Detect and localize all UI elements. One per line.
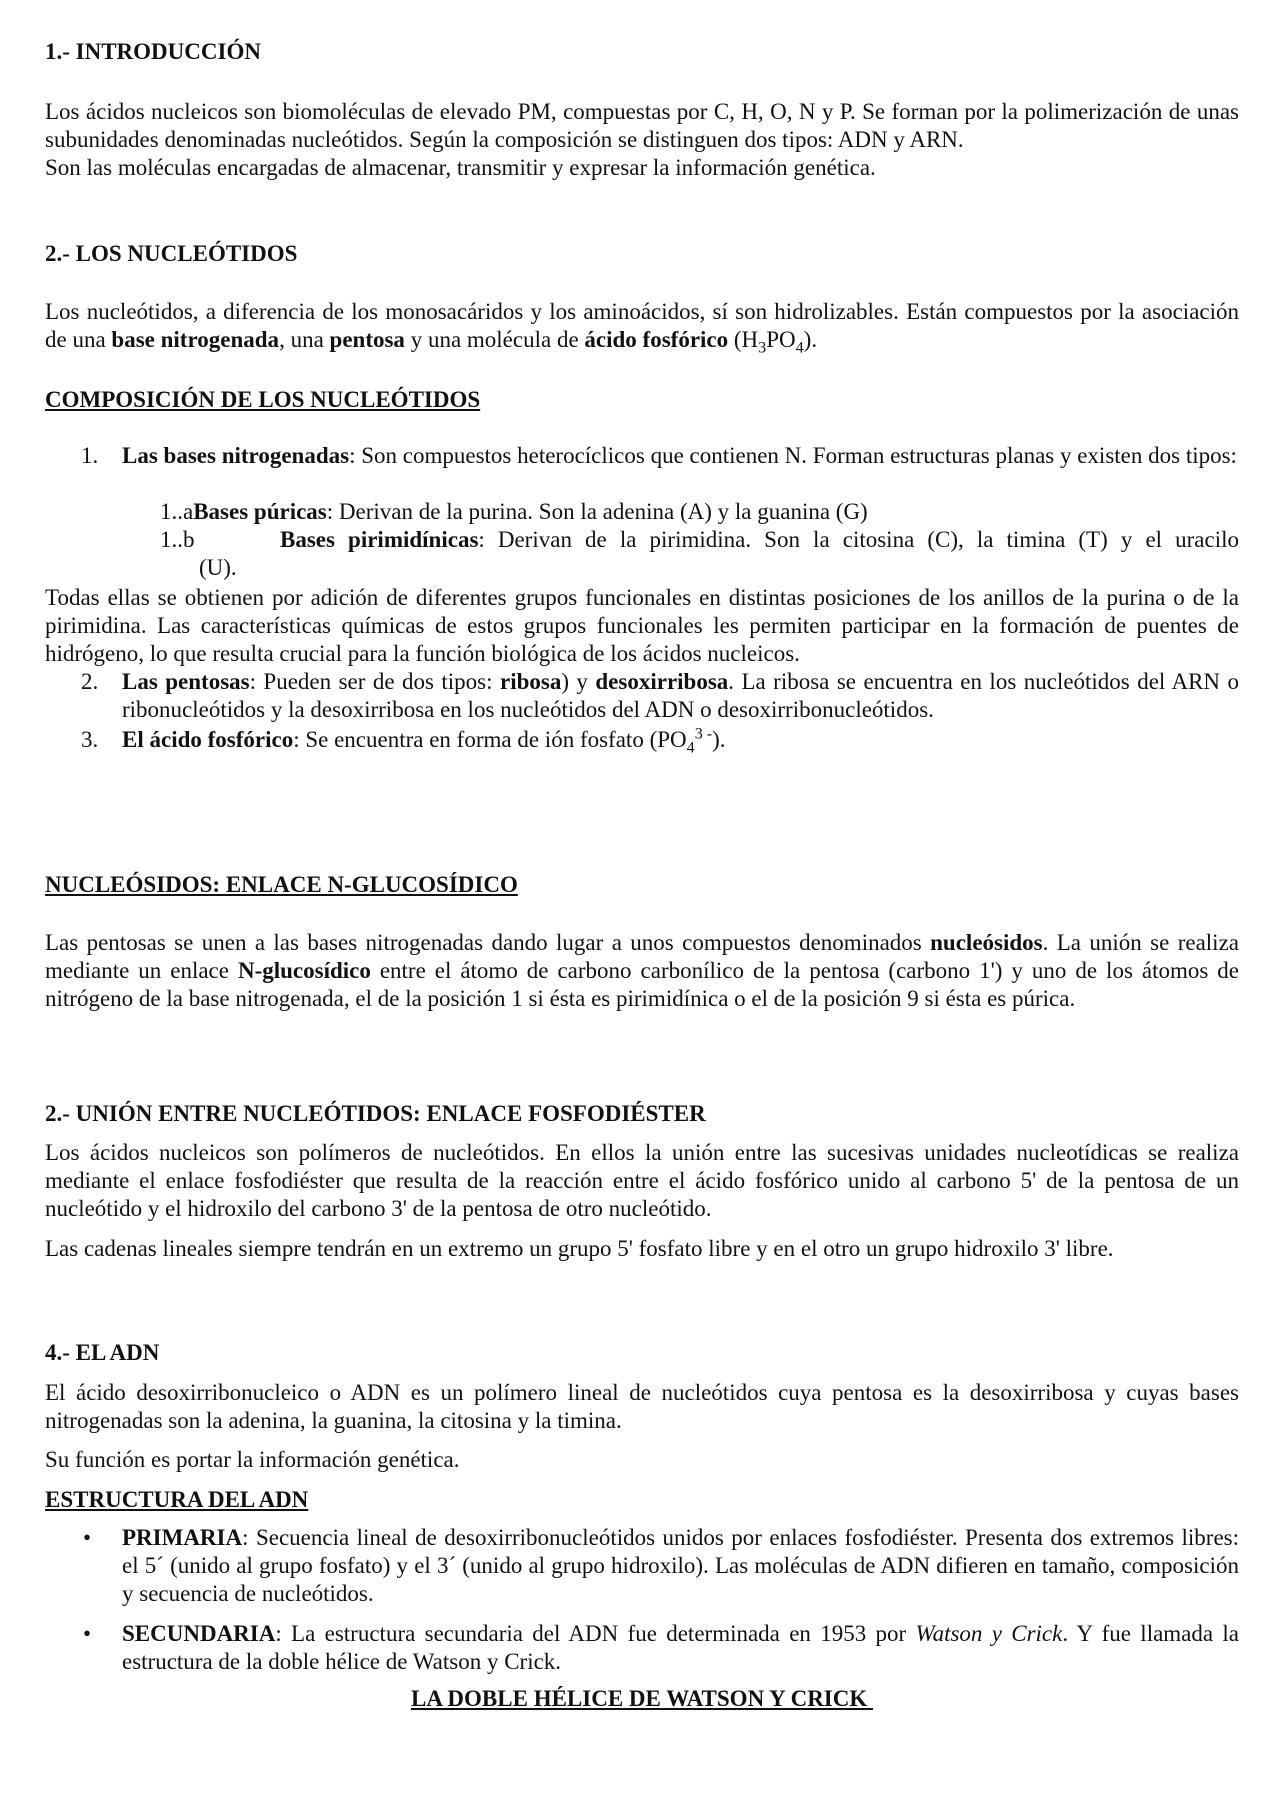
union-paragraph-2 xyxy=(45,1235,1239,1263)
union-text-1: Los ácidos nucleicos son polímeros de nucleótidos. En ellos la unión entre las sucesivas unidades nucleotídicas se realiza mediante el enlace fosfodiéster que resulta de la reacción entre el ácido fosfórico unido al carbono 5' de la pentosa de un nucleótido y el hidroxilo del carbono 3' de la pentosa de otro nucleótido. xyxy=(45,1140,1239,1221)
nucleosidos-text: Las pentosas se unen a las bases nitrogenadas dando lugar a unos compuestos denominados nucleósidos. La unión se realiza mediante un enlace N-glucosídico entre el átomo de carbono carbonílico de la pentosa (carbono 1') y uno de los átomos de nitrógeno de la base nitrogenada, el de la posición 1 si ésta es pirimidínica o el de la posición 9 si ésta es púrica. xyxy=(45,930,1239,1011)
heading-union: 2.- UNIÓN ENTRE NUCLEÓTIDOS: ENLACE FOSFODIÉSTER xyxy=(45,1101,706,1126)
bullet-marker: • xyxy=(83,1525,92,1550)
adn-text-2: Su función es portar la información genética. xyxy=(45,1447,460,1472)
heading-doble-helice: LA DOBLE HÉLICE DE WATSON Y CRICK xyxy=(410,1686,874,1711)
nucleotidos-paragraph xyxy=(45,298,1239,357)
list-number: 2. xyxy=(81,669,99,694)
union-paragraph-1 xyxy=(45,1139,1239,1223)
section-union xyxy=(45,1100,1239,1128)
list-item-fosforico xyxy=(45,725,1239,757)
heading-adn: 4.- EL ADN xyxy=(45,1340,160,1365)
nucleotidos-text: Los nucleótidos, a diferencia de los monosacáridos y los aminoácidos, sí son hidrolizables. Están compuestos por la asociación de una base nitrogenada, una pentosa y una molécula de ácido fosfórico $(H_3PO_4)$. xyxy=(45,299,1239,357)
section-adn xyxy=(45,1339,1239,1367)
list-number: 3. xyxy=(81,727,99,752)
list-item-pentosas xyxy=(45,668,1239,724)
section-nucleotidos xyxy=(45,240,1239,268)
heading-composicion: COMPOSICIÓN DE LOS NUCLEÓTIDOS xyxy=(45,387,481,412)
adn-paragraph-2 xyxy=(45,1446,1239,1474)
heading-nucleotidos: 2.- LOS NUCLEÓTIDOS xyxy=(45,241,298,266)
bullet-item-text: PRIMARIA: Secuencia lineal de desoxirribonucleótidos unidos por enlaces fosfodiéster. Presenta dos extremos libres: el 5´ (unido al grupo fosfato) y el 3´ (unido al grupo hidroxilo). Las moléculas de ADN difieren en tamaño, composición y secuencia de nucleótidos. xyxy=(122,1525,1239,1606)
section-nucleosidos xyxy=(45,871,1239,899)
adn-text-1: El ácido desoxirribonucleico o ADN es un polímero lineal de nucleótidos cuya pentosa es la desoxirribosa y cuyas bases nitrogenadas son la adenina, la guanina, la citosina y la timina. xyxy=(45,1380,1239,1433)
bases-paragraph xyxy=(45,584,1239,668)
nucleosidos-paragraph xyxy=(45,929,1239,1013)
sub-item-pirimidinicas-cont: (U). xyxy=(199,555,237,580)
sub-item-puricas: 1..aBases púricas: Derivan de la purina. Son la adenina (A) y la guanina (G) xyxy=(160,499,868,524)
section-composicion xyxy=(45,386,1239,414)
section-doble-helice xyxy=(45,1685,1239,1713)
intro-text-1: Los ácidos nucleicos son biomoléculas de elevado PM, compuestas por C, H, O, N y P. Se forman por la polimerización de unas subunidades denominadas nucleótidos. Según la composición se distinguen dos tipos: ADN y ARN. xyxy=(45,99,1239,152)
heading-nucleosidos: NUCLEÓSIDOS: ENLACE N-GLUCOSÍDICO xyxy=(45,872,518,897)
bullet-marker: • xyxy=(83,1621,92,1646)
list-item-text: Las bases nitrogenadas: Son compuestos heterocíclicos que contienen N. Forman estructuras planas y existen dos tipos: xyxy=(122,443,1237,468)
bullet-item-text: SECUNDARIA: La estructura secundaria del ADN fue determinada en 1953 por Watson y Crick. Y fue llamada la estructura de la doble hélice de Watson y Crick. xyxy=(122,1621,1240,1674)
estructura-list xyxy=(45,1524,1240,1674)
list-number: 1. xyxy=(81,443,99,468)
section-estructura xyxy=(45,1486,1239,1514)
bases-text: Todas ellas se obtienen por adición de diferentes grupos funcionales en distintas posiciones de los anillos de la purina o de la pirimidina. Las características químicas de estos grupos funcionales les permiten participar en la formación de puentes de hidrógeno, lo que resulta crucial para la función biológica de los ácidos nucleicos. xyxy=(45,585,1239,666)
heading-estructura: ESTRUCTURA DEL ADN xyxy=(45,1487,309,1512)
list-item-bases xyxy=(45,442,1239,470)
section-introduccion xyxy=(45,38,1239,66)
bullet-item-primaria xyxy=(45,1524,1239,1608)
heading-introduccion: 1.- INTRODUCCIÓN xyxy=(45,39,261,64)
bullet-item-secundaria xyxy=(45,1620,1239,1676)
composicion-list xyxy=(45,442,1239,842)
union-text-2: Las cadenas lineales siempre tendrán en un extremo un grupo 5' fosfato libre y en el otro un grupo hidroxilo 3' libre. xyxy=(45,1236,1114,1261)
adn-paragraph-1 xyxy=(45,1379,1239,1435)
intro-paragraph xyxy=(45,98,1239,182)
list-item-text: El ácido fosfórico: Se encuentra en forma de ión fosfato $(PO_4^{3 -})$. xyxy=(122,725,726,757)
intro-text-2: Son las moléculas encargadas de almacenar, transmitir y expresar la información genética. xyxy=(45,155,876,180)
sub-item-pirimidinicas: 1..b Bases pirimidínicas: Derivan de la pirimidina. Son la citosina (C), la timina (T) y el uracilo xyxy=(160,527,1239,552)
list-item-text: Las pentosas: Pueden ser de dos tipos: ribosa) y desoxirribosa. La ribosa se encuentra en los nucleótidos del ARN o ribonucleótidos y la desoxirribosa en los nucleótidos del ADN o desoxirribonucleótidos. xyxy=(122,669,1239,722)
